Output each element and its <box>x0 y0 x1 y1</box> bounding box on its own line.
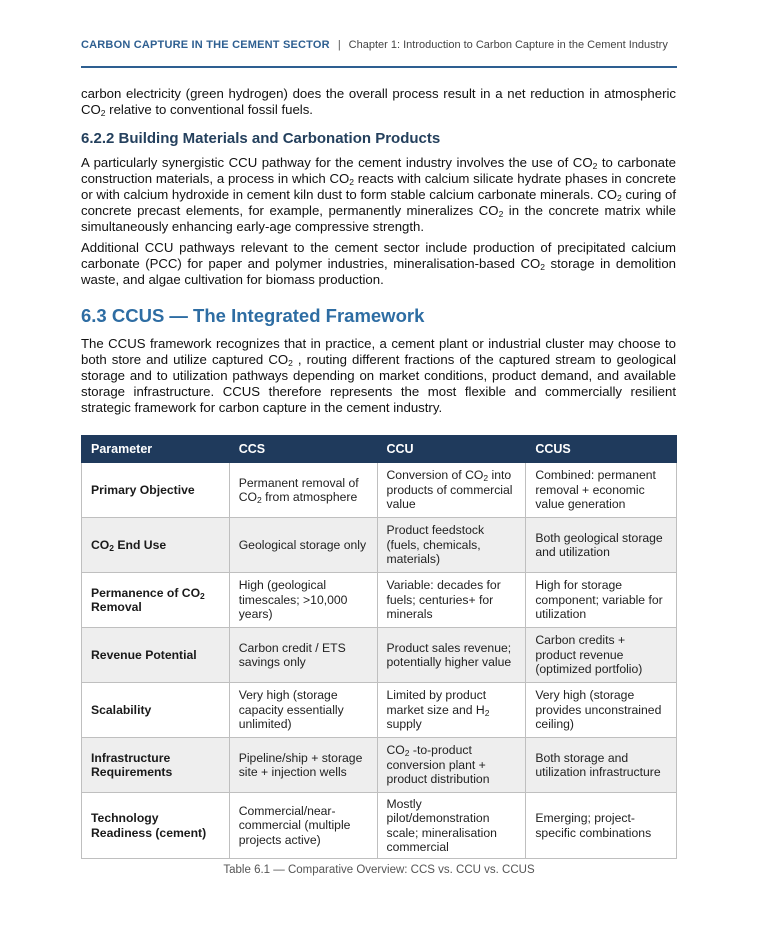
intro-text-1: carbon electricity (green hydrogen) does the overall process result in a net reduction in atmospheric CO <box>81 86 676 117</box>
table-row <box>82 573 677 628</box>
table-cell: Very high (storage capacity essentially unlimited) <box>229 683 377 738</box>
subscript: 2 <box>483 473 489 484</box>
subscript: 2 <box>616 193 622 203</box>
table-cell: Geological storage only <box>229 518 377 573</box>
table-row <box>82 463 677 518</box>
table-cell: High (geological timescales; >10,000 years) <box>229 573 377 628</box>
table-cell: Very high (storage provides unconstrained ceiling) <box>526 683 677 738</box>
table-cell: Carbon credits + product revenue (optimized portfolio) <box>526 628 677 683</box>
subscript: 2 <box>540 262 545 272</box>
table-row <box>82 793 677 859</box>
table-cell: Permanent removal of $CO_2$ from atmosphere <box>229 463 377 518</box>
subscript: 2 <box>256 495 262 505</box>
table-header-cell: Parameter <box>82 436 230 463</box>
table-cell: $CO_2$ -to-product conversion plant + product distribution <box>377 738 526 793</box>
table-cell: Variable: decades for fuels; centuries+ for minerals <box>377 573 526 628</box>
table-cell: Product feedstock (fuels, chemicals, materials) <box>377 518 526 573</box>
table-cell: Mostly pilot/demonstration scale; mineralisation commercial <box>377 793 526 859</box>
subscript: 2 <box>200 590 205 601</box>
parameter-cell: Technology Readiness (cement) <box>82 793 230 859</box>
parameter-cell: Infrastructure Requirements <box>82 738 230 793</box>
parameter-cell: Scalability <box>82 683 230 738</box>
table-row <box>82 738 677 793</box>
table-body <box>82 463 677 859</box>
section-6-2-2-para-1: A particularly synergistic CCU pathway for the cement industry involves the use of $CO_2$ to carbonate construction materials, a process in which $CO_2$ reacts with calcium silicate hydrate phases in concrete or with calcium hydroxide in cement kiln dust to form stable calcium carbonate minerals. $CO_2$ curing of concrete precast elements, for example, permanently mineralizes $CO_2$ in the concrete matrix while simultaneously enhancing early-age compressive strength. <box>81 155 677 234</box>
table-row <box>82 628 677 683</box>
parameter-cell: Primary Objective <box>82 463 230 518</box>
table-cell: Pipeline/ship + storage site + injection wells <box>229 738 377 793</box>
header-title: CARBON CAPTURE IN THE CEMENT SECTOR <box>81 39 330 51</box>
section-6-2-2-heading: 6.2.2 Building Materials and Carbonation Products <box>81 130 441 147</box>
header-separator: | <box>337 39 341 51</box>
table-cell: High for storage component; variable for utilization <box>526 573 677 628</box>
table-cell: Combined: permanent removal + economic value generation <box>526 463 677 518</box>
header-chapter: Chapter 1: Introduction to Carbon Capture in the Cement Industry <box>348 39 668 51</box>
section-6-3-paragraph: The CCUS framework recognizes that in practice, a cement plant or industrial cluster may choose to both store and utilize captured $CO_2$ , routing different fractions of the captured stream to geological storage and to utilization pathways depending on market conditions, product demand, and available storage infrastructure. CCUS therefore represents the most flexible and commercially resilient strategic framework for carbon capture in the cement industry. <box>81 336 677 415</box>
intro-paragraph <box>81 86 676 118</box>
table-header-cell: CCUS <box>526 436 677 463</box>
subscript: 2 <box>484 707 490 718</box>
subscript: 2 <box>404 748 410 759</box>
table-cell: Both geological storage and utilization <box>526 518 677 573</box>
subscript: 2 <box>288 358 293 368</box>
table-cell: Commercial/near-commercial (multiple projects active) <box>229 793 377 859</box>
table-cell: Limited by product market size and $H_2$ supply <box>377 683 526 738</box>
running-header <box>81 38 676 52</box>
intro-text-2: relative to conventional fossil fuels. <box>105 102 313 117</box>
table-cell: Carbon credit / ETS savings only <box>229 628 377 683</box>
table-cell: Conversion of $CO_2$ into products of commercial value <box>377 463 526 518</box>
table-header-row <box>82 436 677 463</box>
parameter-cell: Permanence of $CO_2$ Removal <box>82 573 230 628</box>
section-6-2-2-para-2: Additional CCU pathways relevant to the cement sector include production of precipitated calcium carbonate (PCC) for paper and polymer industries, mineralisation-based $CO_2$ storage in demolition waste, and algae cultivation for biomass production. <box>81 240 677 287</box>
subscript: 2 <box>109 542 115 553</box>
subscript: 2 <box>592 161 598 171</box>
table-header-cell: CCU <box>377 436 526 463</box>
table-row <box>82 683 677 738</box>
parameter-cell: $CO_2$ End Use <box>82 518 230 573</box>
header-rule <box>81 66 677 68</box>
comparison-table <box>81 435 677 859</box>
table-cell: Emerging; project-specific combinations <box>526 793 677 859</box>
table-header-cell: CCS <box>229 436 377 463</box>
intro-subscript: 2 <box>100 108 106 118</box>
subscript: 2 <box>498 209 504 219</box>
subscript: 2 <box>349 177 354 187</box>
table-cell: Product sales revenue; potentially higher value <box>377 628 526 683</box>
section-6-3-heading: 6.3 CCUS — The Integrated Framework <box>81 305 425 326</box>
table-cell: Both storage and utilization infrastructure <box>526 738 677 793</box>
table-caption: Table 6.1 — Comparative Overview: CCS vs. CCU vs. CCUS <box>223 864 535 876</box>
table-row <box>82 518 677 573</box>
parameter-cell: Revenue Potential <box>82 628 230 683</box>
